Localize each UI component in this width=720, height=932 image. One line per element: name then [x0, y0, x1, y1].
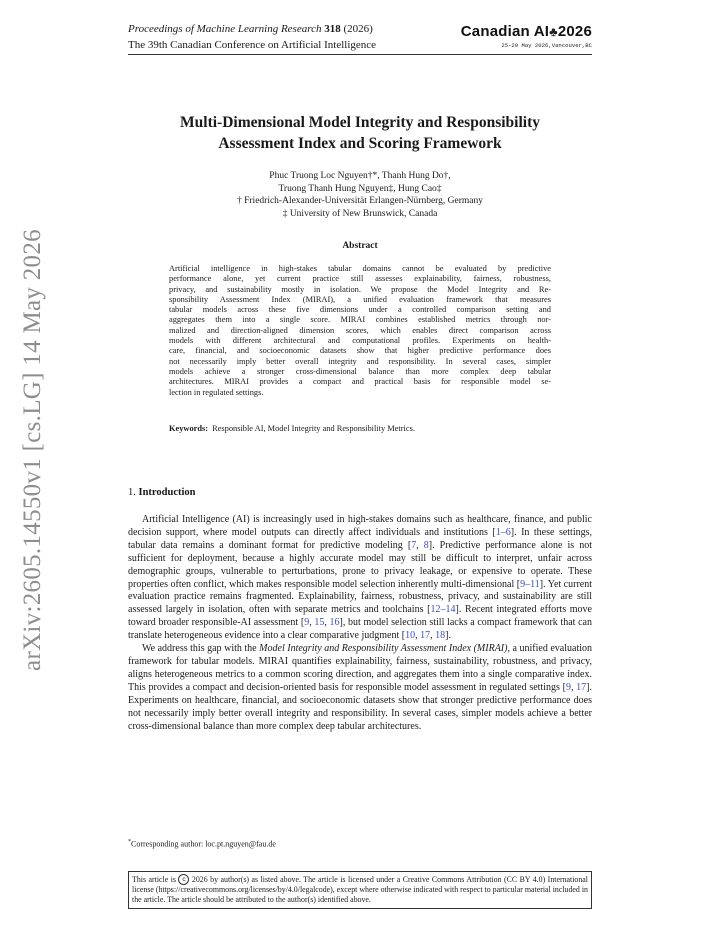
keywords-text: Responsible AI, Model Integrity and Responsibility Metrics. [212, 424, 415, 433]
author-line: Truong Thanh Hung Nguyen‡, Hung Cao‡ [278, 183, 442, 194]
section-number: 1. [128, 487, 136, 498]
abstract-text [169, 264, 551, 398]
citation-link[interactable]: 15 [314, 617, 325, 629]
proceedings-year: (2026) [343, 23, 373, 35]
conference-logo [461, 24, 592, 49]
section-heading [128, 487, 196, 498]
abstract-line: performance alone, yet current practice still assesses explainability, fairness, robustness, [169, 274, 551, 284]
paragraph-text: , a unified evaluation framework for tabular models. MIRAI quantifies explainability, fairness, sustainability, robustness, and privacy, aligns heterogeneous metrics to a common scoring direction, and aggregates them into a single comparative index. This provides a compact and decision-oriented basis for responsible model assessment in regulated settings [ [128, 643, 593, 693]
citation-link[interactable]: 9–11 [520, 578, 540, 590]
citation-link[interactable]: 1–6 [495, 526, 511, 538]
logo-brand: Canadian AI [460, 23, 550, 40]
citation-link[interactable]: 18 [435, 630, 446, 642]
paragraph-text: , [570, 681, 577, 693]
paragraph-text: ]. Yet current evaluation practice remains fragmented. Explainability, fairness, robustness, privacy, and sustainability are still assessed largely in isolation, often with separate metrics and toolchains [ [128, 578, 592, 616]
citation-link[interactable]: 17 [420, 630, 431, 642]
license-box [128, 871, 592, 909]
conference-line: The 39th Canadian Conference on Artificial Intelligence [128, 39, 377, 51]
paragraph-text: ]. Predictive performance alone is not sufficient for deployment, because a highly accurate model may still be difficult to interpret, unfair across demographic groups, vulnerable to perturbations, prone to privacy leakage, or expensive to operate. These properties often conflict, which makes responsible model selection inherently multi-dimensional [ [128, 539, 593, 590]
proceedings-name: Proceedings of Machine Learning Research [128, 23, 322, 35]
paragraph-text: , [415, 630, 421, 642]
paragraph-text: , [324, 617, 330, 629]
abstract-line: Artificial intelligence in high-stakes tabular domains cannot be evaluated by predictive [169, 264, 551, 273]
footnote [128, 839, 276, 849]
logo-year: 2026 [557, 23, 592, 40]
affiliation-line: † Friedrich-Alexander-Universität Erlangen-Nürnberg, Germany [236, 196, 484, 206]
author-line: Phuc Truong Loc Nguyen†*, Thanh Hung Do†, [269, 171, 451, 181]
arxiv-id-text: arXiv:2605.14550v1 [cs.LG] 14 May 2026 [19, 229, 46, 671]
citation-link[interactable]: 7 [411, 539, 417, 551]
keywords-line [169, 424, 551, 433]
introduction-body [128, 514, 592, 733]
citation-link[interactable]: 12–14 [430, 604, 456, 616]
paragraph-text: , [416, 539, 424, 551]
paragraph-text: , [430, 630, 436, 642]
volume-number: 318 [324, 23, 341, 35]
paragraph-text: ]. Recent integrated efforts move toward broader responsible-AI assessment [ [128, 604, 592, 629]
affiliation-line: ‡ University of New Brunswick, Canada [282, 208, 438, 219]
citation-link[interactable]: 8 [423, 539, 429, 551]
abstract-line: tabular models across these five dimensions under a controlled comparison setting and [169, 305, 551, 315]
paragraph-text: ]. [445, 630, 451, 642]
abstract-line: malized and direction-aligned dimension scores, which enables direct comparison across [169, 325, 551, 335]
abstract-heading: Abstract [342, 241, 378, 251]
citation-link[interactable]: 16 [329, 617, 340, 629]
paragraph-text: Artificial Intelligence (AI) is increasingly used in high-stakes domains such as healthcare, finance, and public decision support, where model outputs can directly affect individuals and institutions [ [128, 514, 592, 538]
title-line: Multi-Dimensional Model Integrity and Responsibility [180, 114, 540, 131]
paragraph-text: , [309, 617, 315, 629]
paragraph [128, 643, 592, 733]
abstract-line: care, financial, and socioeconomic datasets show that higher predictive performance does [169, 346, 551, 356]
paragraph-text: ]. In these settings, tabular data remains a dominant format for predictive modeling [ [128, 526, 593, 551]
keywords-label: Keywords: [169, 424, 209, 433]
abstract-line: sponsibility Assessment Index (MIRAI), a unified evaluation framework that measures [169, 294, 551, 304]
license-text: This article is [132, 875, 179, 884]
abstract-line: not necessarily imply better overall integrity and responsibility. In several cases, simpler [169, 356, 551, 366]
paragraph-text: We address this gap with the [142, 643, 260, 655]
citation-link[interactable]: 17 [576, 681, 587, 693]
title-line: Assessment Index and Scoring Framework [218, 135, 502, 152]
footnote-marker: * [128, 839, 131, 845]
citation-link[interactable]: 10 [405, 630, 416, 642]
footnote-text: Corresponding author: loc.pt.nguyen@fau.de [131, 839, 276, 849]
paragraph [128, 514, 592, 643]
license-text: 2026 by author(s) as listed above. The article is licensed under a Creative Commons Attribution (CC BY 4.0) International license (https://creativecommons.org/licenses/by/4.0/legalcode), except where otherwise indicated with respect to particular material included in the article. The article should be attributed to the author(s) identified above. [132, 875, 588, 905]
conference-logo-text [461, 24, 592, 40]
journal-header [128, 21, 376, 53]
paragraph-text: ], but model selection still lacks a compact framework that can translate heterogeneous evidence into a clear comparative judgment [ [128, 617, 592, 642]
paragraph-text: ]. Experiments on healthcare, financial, and socioeconomic datasets show that stronger predictive performance does not necessarily imply better overall integrity and responsibility. In several cases, simpler models achieve a better cross-dimensional balance than more complex deep tabular architectures. [128, 681, 592, 732]
abstract-line: architectures. MIRAI provides a compact and practical basis for responsible model se- [169, 377, 551, 387]
citation-link[interactable]: 9 [565, 681, 571, 693]
conference-date: 25-29 May 2026,Vancouver,BC [501, 42, 592, 49]
paper-title [128, 112, 592, 154]
emphasis-text: Model Integrity and Responsibility Assessment Index (MIRAI) [259, 643, 508, 655]
section-title: Introduction [138, 487, 196, 498]
header-rule [128, 54, 592, 55]
abstract-line: models achieve a stronger cross-dimensional balance than more complex deep tabular [169, 366, 551, 376]
abstract-line: lection in regulated settings. [169, 387, 264, 397]
copyright-icon: c [178, 874, 189, 885]
maple-leaf-icon: ♣ [549, 24, 558, 39]
abstract-line: aggregates them into a single score. MIRAI combines established metrics through nor- [169, 315, 551, 325]
author-block [128, 170, 592, 220]
proceedings-line [128, 21, 376, 37]
abstract-line: privacy, and sustainability mostly in isolation. We propose the Model Integrity and Re- [169, 284, 551, 294]
abstract-line: models with different architectural and computational profiles. Experiments on health- [169, 336, 551, 346]
citation-link[interactable]: 9 [304, 617, 310, 629]
